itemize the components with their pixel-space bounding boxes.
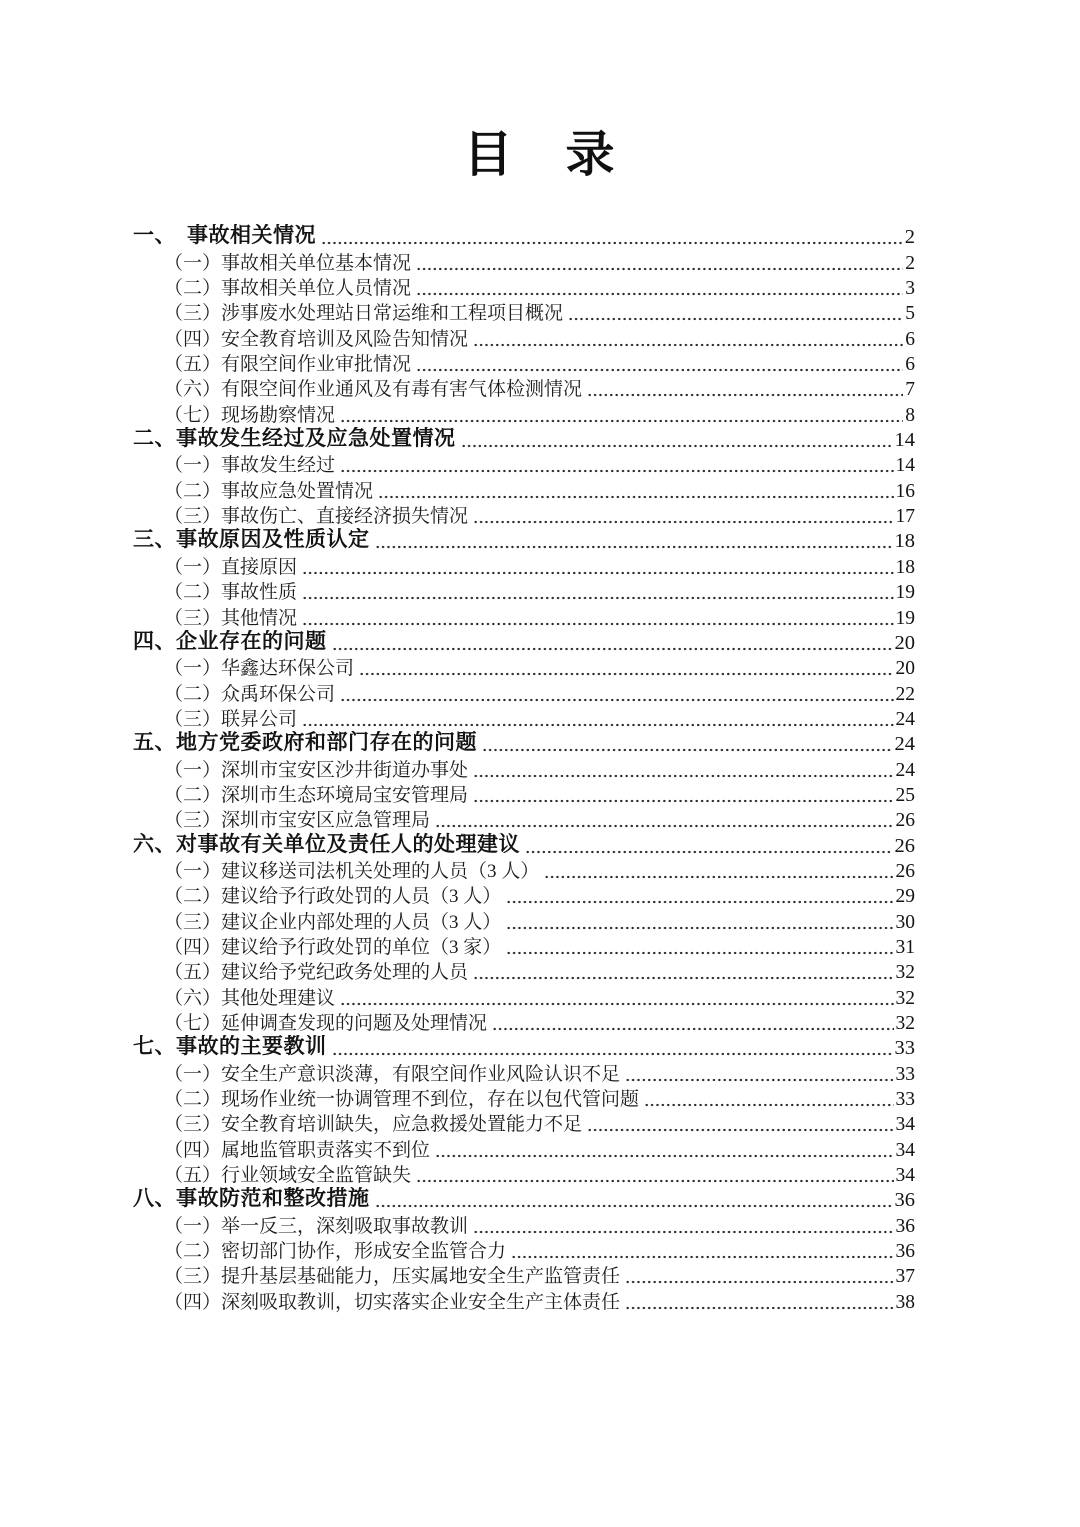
toc-entry	[133, 1162, 915, 1187]
toc-entry-page: 38	[895, 1291, 915, 1313]
toc-entry	[133, 934, 915, 959]
toc-entry-label: （四）属地监管职责落实不到位	[164, 1139, 431, 1161]
toc-entry-label: （六）其他处理建议	[164, 987, 336, 1009]
toc-entry-page: 37	[895, 1266, 915, 1288]
toc-entry-label: （二）事故性质	[164, 582, 298, 604]
toc-entry-label: （一）深圳市宝安区沙井街道办事处	[164, 759, 469, 781]
toc-leader-dots	[492, 1020, 893, 1032]
toc-leader-dots	[625, 1273, 893, 1285]
toc-leader-dots	[435, 817, 893, 829]
toc-entry-page: 8	[905, 404, 915, 426]
toc-leader-dots	[482, 741, 893, 753]
toc-entry-page: 32	[895, 962, 915, 984]
toc-entry-page: 30	[895, 911, 915, 933]
toc-entry-page: 36	[894, 1189, 915, 1212]
toc-leader-dots	[644, 1096, 893, 1108]
toc-entry-page: 19	[895, 582, 915, 604]
toc-entry	[133, 832, 915, 857]
toc-entry	[133, 680, 915, 705]
toc-entry-page: 14	[895, 455, 915, 477]
toc-entry	[133, 249, 915, 274]
toc-leader-dots	[416, 361, 903, 373]
toc-entry	[133, 427, 915, 452]
toc-leader-dots	[340, 462, 893, 474]
toc-leader-dots	[302, 589, 893, 601]
toc-entry	[133, 959, 915, 984]
toc-entry-label: （四）安全教育培训及风险告知情况	[164, 328, 469, 350]
toc-entry-page: 2	[904, 226, 915, 249]
toc-entry-page: 7	[905, 379, 915, 401]
toc-entry-label: （五）有限空间作业审批情况	[164, 354, 412, 376]
toc-entry	[133, 351, 915, 376]
toc-entry	[133, 731, 915, 756]
toc-leader-dots	[511, 1248, 893, 1260]
toc-entry-label: 四、企业存在的问题	[133, 629, 327, 653]
toc-leader-dots	[435, 1147, 893, 1159]
toc-leader-dots	[506, 919, 893, 931]
toc-entry	[133, 1086, 915, 1111]
toc-leader-dots	[375, 538, 893, 550]
toc-entry	[133, 528, 915, 553]
toc-leader-dots	[332, 640, 893, 652]
toc-entry	[133, 984, 915, 1009]
toc-entry-label: （一）举一反三，深刻吸取事故教训	[164, 1215, 469, 1237]
toc-entry-label: （三）其他情况	[164, 607, 298, 629]
toc-entry-page: 3	[905, 278, 915, 300]
toc-entry	[133, 908, 915, 933]
toc-leader-dots	[625, 1299, 893, 1311]
toc-entry-page: 33	[895, 1063, 915, 1085]
toc-entry-label: （一）华鑫达环保公司	[164, 658, 355, 680]
toc-entry-page: 34	[895, 1114, 915, 1136]
toc-entry-page: 17	[895, 506, 915, 528]
toc-entry	[133, 1035, 915, 1060]
toc-leader-dots	[416, 1172, 893, 1184]
toc-entry	[133, 883, 915, 908]
toc-leader-dots	[340, 995, 893, 1007]
toc-entry	[133, 858, 915, 883]
page-title: 目 录	[463, 125, 617, 183]
toc-entry	[133, 1187, 915, 1212]
toc-entry-page: 34	[895, 1165, 915, 1187]
toc-entry-page: 18	[894, 530, 915, 553]
toc-entry	[133, 706, 915, 731]
toc-entry	[133, 1136, 915, 1161]
toc-entry-label: 八、事故防范和整改措施	[133, 1187, 370, 1211]
toc-entry-page: 33	[895, 1089, 915, 1111]
toc-entry	[133, 553, 915, 578]
toc-leader-dots	[473, 513, 893, 525]
toc-entry-label: （六）有限空间作业通风及有毒有害气体检测情况	[164, 379, 583, 401]
toc-leader-dots	[587, 386, 903, 398]
toc-entry-label: （七）延伸调查发现的问题及处理情况	[164, 1013, 488, 1034]
toc-entry-page: 31	[895, 936, 915, 958]
toc-entry-page: 26	[895, 810, 915, 832]
toc-entry	[133, 756, 915, 781]
toc-entry-label: （五）行业领域安全监管缺失	[164, 1165, 412, 1187]
toc-leader-dots	[568, 310, 903, 322]
toc-leader-dots	[473, 336, 903, 348]
toc-entry-page: 26	[894, 834, 915, 857]
toc-entry-label: 六、对事故有关单位及责任人的处理建议	[133, 832, 520, 856]
toc-leader-dots	[302, 716, 893, 728]
toc-leader-dots	[416, 285, 903, 297]
toc-entry	[133, 503, 915, 528]
toc-leader-dots	[302, 615, 893, 627]
toc-entry-page: 14	[894, 429, 915, 452]
toc-leader-dots	[416, 260, 903, 272]
toc-entry-page: 6	[905, 354, 915, 376]
toc-entry-page: 22	[895, 683, 915, 705]
toc-entry-label: （二）建议给予行政处罚的人员（3 人）	[164, 886, 502, 908]
toc-entry	[133, 1111, 915, 1136]
toc-leader-dots	[332, 1045, 893, 1057]
toc-leader-dots	[525, 843, 893, 855]
toc-entry	[133, 300, 915, 325]
toc-entry-page: 32	[895, 1013, 915, 1034]
toc-leader-dots	[506, 893, 893, 905]
toc-entry-page: 34	[895, 1139, 915, 1161]
toc-entry	[133, 579, 915, 604]
toc-entry	[133, 275, 915, 300]
toc-entry	[133, 630, 915, 655]
toc-entry-page: 29	[895, 886, 915, 908]
toc-entry-page: 24	[894, 733, 915, 756]
toc-leader-dots	[321, 234, 903, 246]
toc-entry-label: （七）现场勘察情况	[164, 404, 336, 426]
toc-entry	[133, 376, 915, 401]
toc-entry-label: （二）事故相关单位人员情况	[164, 278, 412, 300]
toc-leader-dots	[544, 868, 893, 880]
toc-entry	[133, 807, 915, 832]
toc-leader-dots	[340, 412, 903, 424]
toc-entry	[133, 1060, 915, 1085]
toc-entry	[133, 782, 915, 807]
toc-entry-page: 6	[905, 328, 915, 350]
toc-leader-dots	[473, 792, 893, 804]
toc-leader-dots	[375, 1197, 893, 1209]
toc-entry	[133, 401, 915, 426]
toc-leader-dots	[302, 564, 893, 576]
toc-leader-dots	[625, 1071, 893, 1083]
toc-leader-dots	[473, 1223, 893, 1235]
toc-entry-label: （二）事故应急处置情况	[164, 480, 374, 502]
toc-entry-page: 25	[895, 784, 915, 806]
toc-leader-dots	[359, 665, 893, 677]
toc-entry	[133, 1238, 915, 1263]
toc-entry-label: （五）建议给予党纪政务处理的人员	[164, 962, 469, 984]
toc-entry-page: 36	[895, 1215, 915, 1237]
toc-entry-page: 26	[895, 860, 915, 882]
toc-entry-page: 19	[895, 607, 915, 629]
toc-entry-label: 七、事故的主要教训	[133, 1035, 327, 1059]
toc-entry-label: 三、事故原因及性质认定	[133, 528, 370, 552]
toc-leader-dots	[378, 488, 893, 500]
toc-entry-page: 16	[895, 480, 915, 502]
toc-entry-label: （一）事故相关单位基本情况	[164, 252, 412, 274]
toc-entry-label: （三）建议企业内部处理的人员（3 人）	[164, 911, 502, 933]
toc-entry-label: （四）深刻吸取教训，切实落实企业安全生产主体责任	[164, 1291, 621, 1313]
toc-entry	[133, 477, 915, 502]
toc-entry-page: 18	[895, 556, 915, 578]
toc-entry-label: （三）提升基层基础能力，压实属地安全生产监管责任	[164, 1266, 621, 1288]
toc-entry-label: （二）众禹环保公司	[164, 683, 336, 705]
toc-entry-label: （二）密切部门协作，形成安全监管合力	[164, 1241, 507, 1263]
toc-leader-dots	[340, 691, 893, 703]
toc-entry-label: （四）建议给予行政处罚的单位（3 家）	[164, 936, 502, 958]
toc-leader-dots	[461, 437, 893, 449]
toc-entry-label: 五、地方党委政府和部门存在的问题	[133, 731, 477, 755]
toc-entry-page: 5	[905, 303, 915, 325]
toc-entry	[133, 1263, 915, 1288]
toc-entry-label: （一）建议移送司法机关处理的人员（3 人）	[164, 860, 540, 882]
toc-entry-page: 20	[895, 658, 915, 680]
toc-entry-page: 24	[895, 708, 915, 730]
toc-entry-label: （三）安全教育培训缺失，应急救援处置能力不足	[164, 1114, 583, 1136]
toc-entry	[133, 1288, 915, 1313]
toc-entry-label: （三）涉事废水处理站日常运维和工程项目概况	[164, 303, 564, 325]
toc-entry-page: 2	[905, 252, 915, 274]
toc-entry-label: 二、事故发生经过及应急处置情况	[133, 427, 456, 451]
toc-entry	[133, 1212, 915, 1237]
toc-entry-label: （三）事故伤亡、直接经济损失情况	[164, 506, 469, 528]
toc-entry-label: （三）联昇公司	[164, 708, 298, 730]
toc-entry-label: （二）深圳市生态环境局宝安管理局	[164, 784, 469, 806]
toc-leader-dots	[587, 1121, 893, 1133]
toc-entry	[133, 325, 915, 350]
toc-entry-label: （三）深圳市宝安区应急管理局	[164, 810, 431, 832]
toc-leader-dots	[473, 767, 893, 779]
toc-entry-page: 32	[895, 987, 915, 1009]
toc-entry-page: 33	[894, 1037, 915, 1060]
toc-entry	[133, 604, 915, 629]
toc-list	[133, 224, 915, 1314]
toc-leader-dots	[506, 944, 893, 956]
toc-entry-label: 一、 事故相关情况	[133, 224, 316, 248]
toc-entry	[133, 452, 915, 477]
toc-entry-label: （一）直接原因	[164, 556, 298, 578]
toc-entry-page: 24	[895, 759, 915, 781]
toc-entry-label: （一）事故发生经过	[164, 455, 336, 477]
toc-entry-page: 36	[895, 1241, 915, 1263]
toc-entry-label: （一）安全生产意识淡薄，有限空间作业风险认识不足	[164, 1063, 621, 1085]
toc-entry	[133, 224, 915, 249]
toc-entry	[133, 1010, 915, 1035]
toc-entry-label: （二）现场作业统一协调管理不到位，存在以包代管问题	[164, 1089, 640, 1111]
toc-leader-dots	[473, 969, 893, 981]
toc-entry-page: 20	[894, 631, 915, 654]
toc-entry	[133, 655, 915, 680]
